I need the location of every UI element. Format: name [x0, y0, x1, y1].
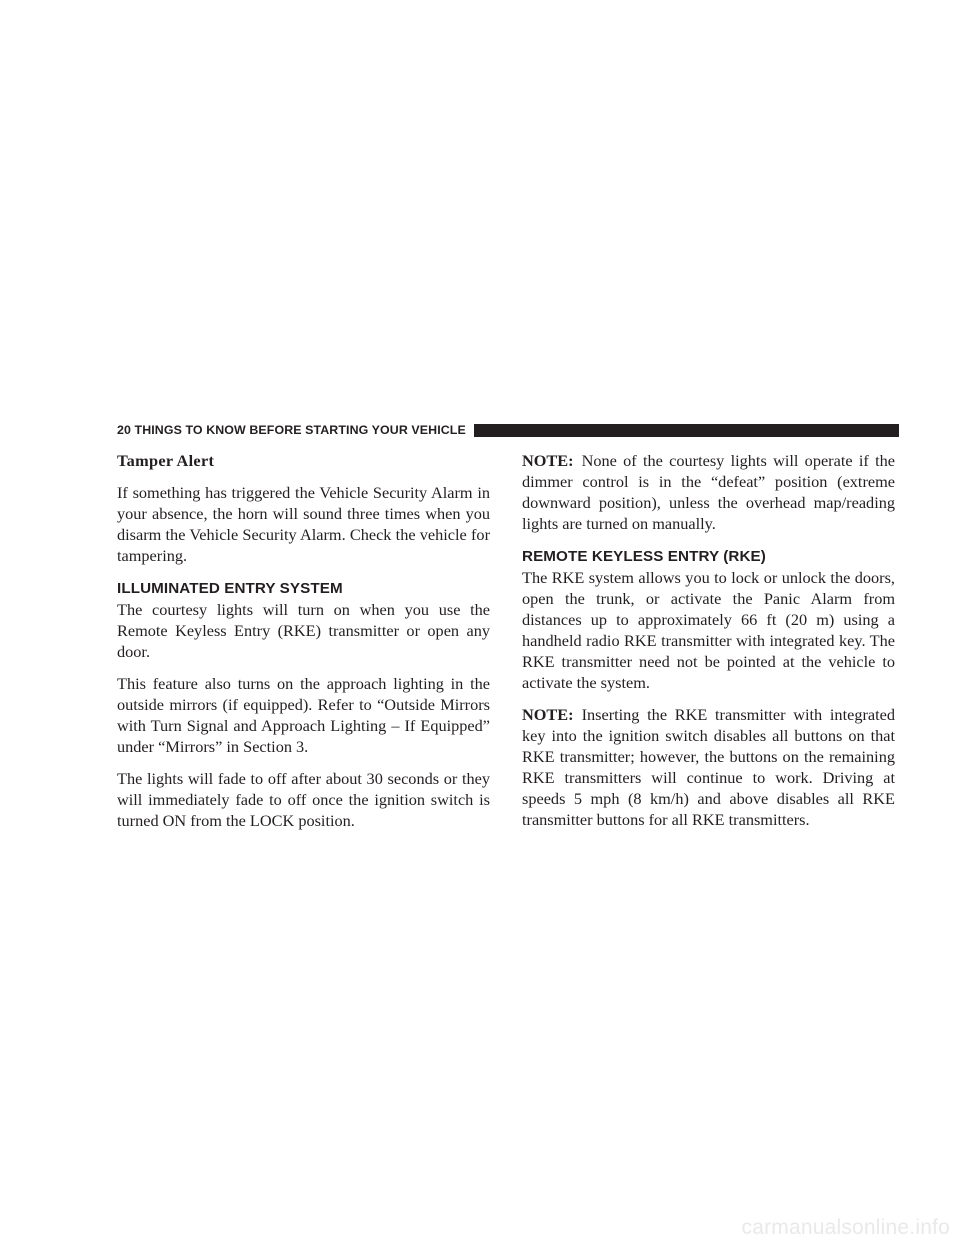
- rke-paragraph-1: The RKE system allows you to lock or unlock the doors, open the trunk, or activate the Panic Alarm from distances up to approximately 66 ft (20 m) using a handheld radio RKE transmitter with integrated key. The RKE transmitter need not be pointed at the vehicle to activate the system.: [522, 568, 895, 692]
- note-label: NOTE:: [522, 451, 574, 470]
- note-text: None of the courtesy lights will operate if the dimmer control is in the “defeat” position (extreme downward position), unless the overhead map/reading lights are turned on manually.: [522, 451, 895, 533]
- illuminated-entry-paragraph-3: The lights will fade to off after about 30 seconds or they will immediately fade to off once the ignition switch is turned ON from the LOCK position.: [117, 769, 490, 830]
- illuminated-entry-paragraph-1: The courtesy lights will turn on when you use the Remote Keyless Entry (RKE) transmitter or open any door.: [117, 600, 490, 661]
- tamper-alert-text: If something has triggered the Vehicle Security Alarm in your absence, the horn will sound three times when you disarm the Vehicle Security Alarm. Check the vehicle for tampering.: [117, 483, 490, 565]
- illuminated-entry-paragraph-2: This feature also turns on the approach lighting in the outside mirrors (if equipped). Refer to “Outside Mirrors with Turn Signal and Approach Lighting – If Equipped” under “Mirrors” in Section 3.: [117, 674, 490, 756]
- watermark: carmanualsonline.info: [741, 1216, 950, 1239]
- note-rke-transmitter: [522, 704, 895, 830]
- note-label: NOTE:: [522, 705, 574, 724]
- tamper-alert-title: Tamper Alert: [117, 451, 215, 470]
- note-text: Inserting the RKE transmitter with integrated key into the ignition switch disables all buttons on that RKE transmitter; however, the buttons on the remaining RKE transmitters will continue to work. Driving at speeds 5 mph (8 km/h) and above disables all RKE transmitter buttons for all RKE transmitters.: [522, 705, 895, 829]
- rke-heading: REMOTE KEYLESS ENTRY (RKE): [522, 548, 766, 565]
- left-column: [117, 450, 490, 842]
- header-rule: [474, 424, 899, 437]
- right-column: [522, 450, 895, 841]
- page-header-label: 20 THINGS TO KNOW BEFORE STARTING YOUR VEHICLE: [117, 423, 466, 437]
- page-header: [117, 421, 899, 439]
- note-courtesy-lights: [522, 450, 895, 534]
- illuminated-entry-heading: ILLUMINATED ENTRY SYSTEM: [117, 580, 343, 597]
